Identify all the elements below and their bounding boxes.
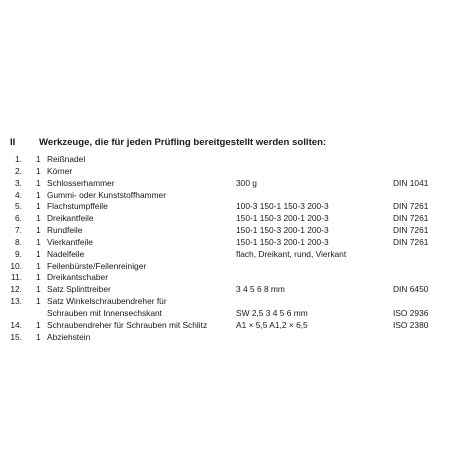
item-name: Dreikantschaber [47, 272, 108, 283]
item-number: 5. [15, 201, 22, 212]
list-item [0, 284, 458, 296]
list-item [0, 296, 458, 308]
item-standard: DIN 7261 [393, 213, 429, 224]
item-name: Nadelfeile [47, 248, 85, 259]
item-quantity: 1 [36, 213, 41, 224]
section-title: Werkzeuge, die für jeden Prüfling bereitgestellt werden sollten: [39, 137, 327, 148]
item-quantity: 1 [36, 154, 41, 164]
item-number: 1. [15, 154, 22, 164]
list-item [0, 201, 458, 213]
item-number: 10. [10, 260, 22, 271]
item-name: Vierkantfeile [47, 236, 93, 247]
item-quantity: 1 [36, 284, 41, 295]
list-item [0, 249, 458, 261]
item-specification: SW 2,5 3 4 5 6 mm [236, 307, 308, 318]
item-name: Reißnadel [47, 154, 86, 164]
item-quantity: 1 [36, 319, 41, 330]
item-quantity: 1 [36, 225, 41, 236]
item-name: Schrauben mit Innensechskant [47, 307, 162, 318]
item-specification: 150-1 150-3 200-1 200-3 [236, 225, 329, 236]
item-number: 4. [15, 189, 22, 200]
item-name: Schlosserhammer [47, 177, 115, 188]
item-quantity: 1 [36, 177, 41, 188]
list-item [0, 154, 458, 166]
tool-list [0, 154, 458, 344]
item-standard: ISO 2936 [393, 307, 429, 318]
item-specification: flach, Dreikant, rund, Vierkant [236, 248, 347, 259]
list-item [0, 237, 458, 249]
item-standard: DIN 7261 [393, 236, 429, 247]
item-standard: DIN 7261 [393, 201, 429, 212]
item-name: Dreikantfeile [47, 213, 94, 224]
item-standard: ISO 2380 [393, 319, 429, 330]
section-heading [0, 136, 458, 150]
item-name: Körner [47, 165, 73, 176]
item-number: 13. [10, 296, 22, 307]
item-quantity: 1 [36, 189, 41, 200]
list-item [0, 308, 458, 320]
item-quantity: 1 [36, 165, 41, 176]
item-quantity: 1 [36, 236, 41, 247]
item-name: Abziehstein [47, 331, 91, 342]
item-quantity: 1 [36, 272, 41, 283]
list-item [0, 261, 458, 273]
item-specification: 3 4 5 6 8 mm [236, 284, 285, 295]
list-item [0, 225, 458, 237]
item-name: Satz Splinttreiber [47, 284, 111, 295]
item-standard: DIN 1041 [393, 177, 429, 188]
item-number: 8. [15, 236, 22, 247]
item-quantity: 1 [36, 201, 41, 212]
list-item [0, 166, 458, 178]
list-item [0, 272, 458, 284]
item-specification: 150-1 150-3 200-1 200-3 [236, 213, 329, 224]
item-name: Flachstumpffeile [47, 201, 108, 212]
item-quantity: 1 [36, 331, 41, 342]
item-name: Rundfeile [47, 225, 83, 236]
item-number: 14. [10, 319, 22, 330]
item-number: 2. [15, 165, 22, 176]
section-number: II [10, 137, 16, 148]
item-specification: 150-1 150-3 200-1 200-3 [236, 236, 329, 247]
item-number: 7. [15, 225, 22, 236]
item-number: 3. [15, 177, 22, 188]
list-item [0, 190, 458, 202]
item-quantity: 1 [36, 260, 41, 271]
item-standard: DIN 7261 [393, 225, 429, 236]
item-name: Gummi- oder Kunststoffhammer [47, 189, 166, 200]
item-number: 6. [15, 213, 22, 224]
item-number: 9. [15, 248, 22, 259]
list-item [0, 320, 458, 332]
item-number: 11. [10, 272, 22, 283]
item-specification: A1 × 5,5 A1,2 × 6,5 [236, 319, 308, 330]
item-quantity: 1 [36, 296, 41, 307]
item-specification: 100-3 150-1 150-3 200-3 [236, 201, 329, 212]
item-number: 12. [10, 284, 22, 295]
list-item [0, 332, 458, 344]
list-item [0, 178, 458, 190]
item-standard: DIN 6450 [393, 284, 429, 295]
item-number: 15. [10, 331, 22, 342]
list-item [0, 213, 458, 225]
item-name: Schraubendreher für Schrauben mit Schlitz [47, 319, 208, 330]
item-name: Feilenbürste/Feilenreiniger [47, 260, 147, 271]
item-quantity: 1 [36, 248, 41, 259]
item-specification: 300 g [236, 177, 257, 188]
item-name: Satz Winkelschraubendreher für [47, 296, 167, 307]
